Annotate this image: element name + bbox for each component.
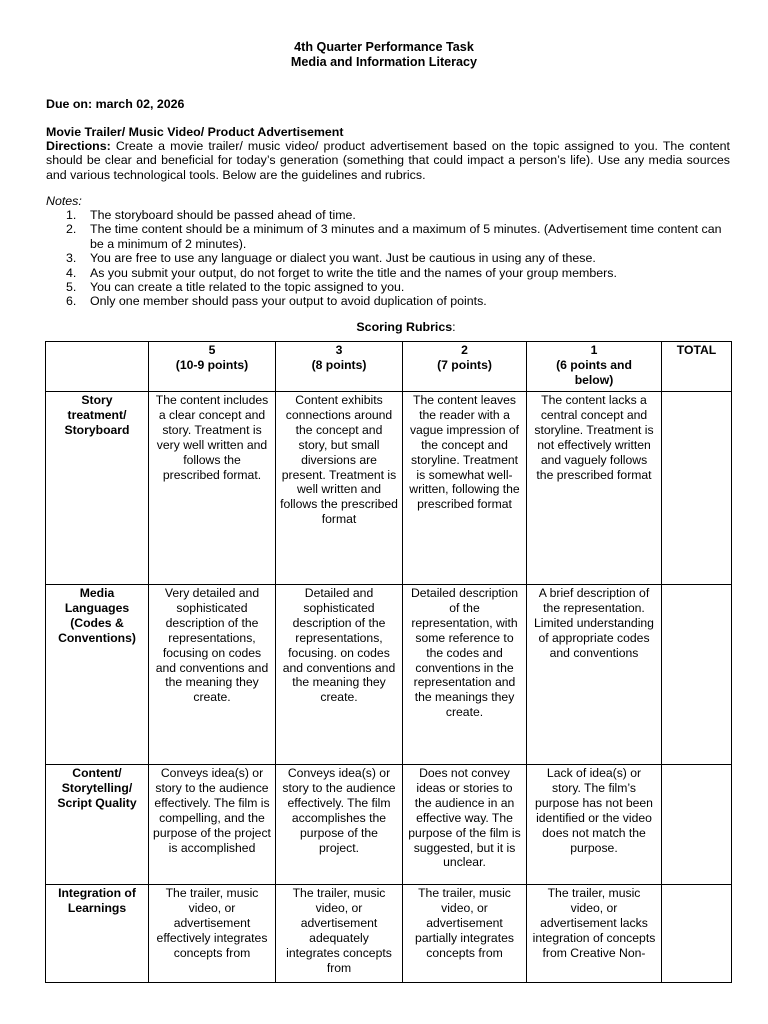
note-item (46, 294, 736, 308)
header-total: TOTAL (662, 342, 732, 392)
rubric-header-row (46, 342, 732, 392)
rubric-cell: Detailed and sophisticated description of the representations, focusing. on codes and conventions and the meaning they create. (276, 585, 403, 765)
note-text: The storyboard should be passed ahead of time. (90, 208, 356, 222)
document-title: 4th Quarter Performance Task (294, 40, 474, 54)
total-cell (662, 885, 732, 983)
note-item (46, 251, 736, 265)
directions-label: Directions: (46, 139, 111, 153)
note-number: 4. (66, 265, 77, 280)
rubrics-colon: : (452, 320, 456, 334)
header-score-5: 5 (10-9 points) (149, 342, 276, 392)
rubric-cell: Does not convey ideas or stories to the audience in an effective way. The purpose of the film is suggested, but it is unclear. (403, 765, 527, 885)
rubric-row-content (46, 765, 732, 885)
task-title: Movie Trailer/ Music Video/ Product Advertisement (46, 125, 344, 139)
rubric-row-story (46, 392, 732, 585)
header-score-3: 3 (8 points) (276, 342, 403, 392)
directions (46, 139, 730, 182)
rubric-cell: Conveys idea(s) or story to the audience effectively. The film accomplishes the purpose of the project. (276, 765, 403, 885)
rubric-table (45, 341, 732, 983)
note-number: 6. (66, 294, 77, 309)
notes-list (46, 208, 736, 309)
header-blank (46, 342, 149, 392)
header-score-2: 2 (7 points) (403, 342, 527, 392)
rubric-cell: Lack of idea(s) or story. The film’s purpose has not been identified or the video does not match the purpose. (527, 765, 662, 885)
header-score-1: 1 (6 points and below) (527, 342, 662, 392)
rubric-cell: The content includes a clear concept and story. Treatment is very well written and follows the prescribed format. (149, 392, 276, 585)
due-date (46, 97, 184, 111)
rubric-cell: Very detailed and sophisticated description of the representations, focusing on codes and conventions and the meaning they create. (149, 585, 276, 765)
note-text: Only one member should pass your output to avoid duplication of points. (90, 294, 487, 309)
rubric-cell: The trailer, music video, or advertisement partially integrates concepts from (403, 885, 527, 983)
note-text: You can create a title related to the topic assigned to you. (90, 280, 405, 295)
note-number: 2. (66, 222, 77, 237)
directions-text: Create a movie trailer/ music video/ product advertisement based on the topic assigned to you. The content should be clear and beneficial for today’s generation (something that could impact a person’s life). Use any media sources and various technological tools. Below are the guidelines and rubrics. (46, 139, 730, 182)
rubric-cell: The content leaves the reader with a vague impression of the concept and storyline. Treatment is somewhat well-written, following the prescribed format (403, 392, 527, 585)
rubric-cell: Detailed description of the representation, with some reference to the codes and conventions in the representation and the meanings they create. (403, 585, 527, 765)
rubric-row-integration (46, 885, 732, 983)
note-item (46, 280, 736, 294)
total-cell (662, 765, 732, 885)
notes-label: Notes: (46, 194, 82, 208)
rubrics-title (0, 320, 768, 334)
note-text: You are free to use any language or dialect you want. Just be cautious in using any of these. (90, 251, 596, 266)
total-cell (662, 585, 732, 765)
criterion-cell: Integration of Learnings (46, 885, 149, 983)
rubric-cell: The trailer, music video, or advertisement adequately integrates concepts from (276, 885, 403, 983)
rubric-cell: A brief description of the representation. Limited understanding of appropriate codes and conventions (527, 585, 662, 765)
criterion-cell: Content/ Storytelling/ Script Quality (46, 765, 149, 885)
note-text: The time content should be a minimum of 3 minutes and a maximum of 5 minutes. (Advertisement time content can be a minimum of 2 minutes). (90, 222, 722, 251)
note-text: As you submit your output, do not forget to write the title and the names of your group members. (90, 265, 617, 280)
note-number: 1. (66, 208, 77, 222)
note-item (46, 208, 736, 222)
note-item (46, 222, 736, 251)
rubric-cell: The trailer, music video, or advertisement lacks integration of concepts from Creative Non- (527, 885, 662, 983)
due-label: Due on: (46, 97, 93, 111)
rubric-cell: The trailer, music video, or advertisement effectively integrates concepts from (149, 885, 276, 983)
rubric-cell: The content lacks a central concept and storyline. Treatment is not effectively written and vaguely follows the prescribed format (527, 392, 662, 585)
total-cell (662, 392, 732, 585)
rubric-cell: Content exhibits connections around the concept and story, but small diversions are present. Treatment is well written and follows the prescribed format (276, 392, 403, 585)
rubric-row-media-languages (46, 585, 732, 765)
note-item (46, 266, 736, 280)
document-subtitle: Media and Information Literacy (290, 55, 478, 69)
criterion-cell: Story treatment/ Storyboard (46, 392, 149, 585)
criterion-cell: Media Languages (Codes & Conventions) (46, 585, 149, 765)
note-number: 5. (66, 280, 77, 295)
rubric-cell: Conveys idea(s) or story to the audience effectively. The film is compelling, and the purpose of the project is accomplished (149, 765, 276, 885)
note-number: 3. (66, 251, 77, 266)
due-value: march 02, 2026 (95, 97, 185, 111)
rubrics-label: Scoring Rubrics (356, 320, 453, 334)
